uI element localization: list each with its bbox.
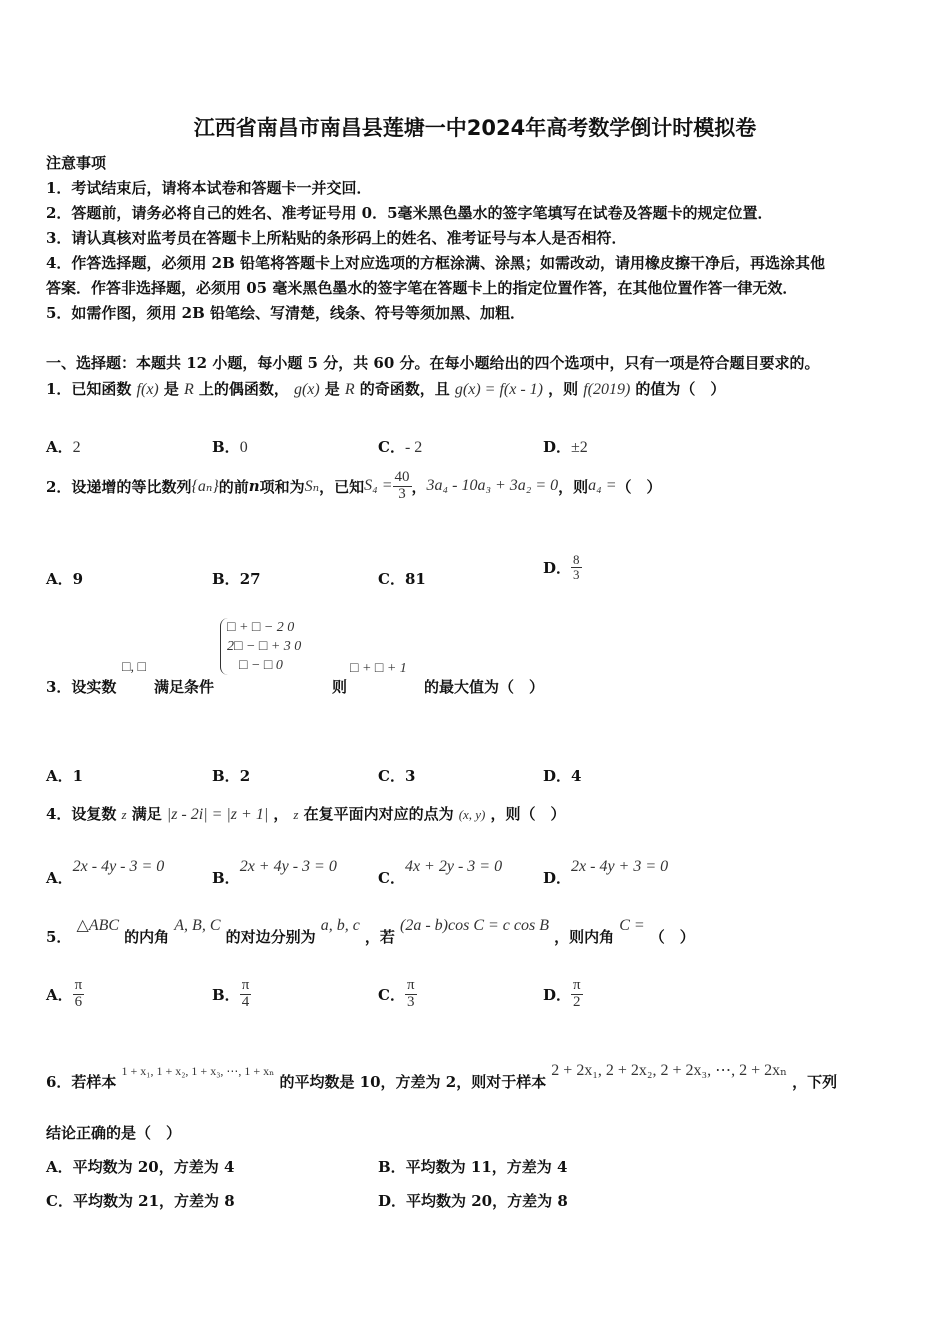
q2-math: S₄ = bbox=[364, 477, 393, 495]
q1-math: R bbox=[344, 381, 355, 398]
notice-item: 5．如需作图，须用 2B 铅笔绘、写清楚，线条、符号等须加黑、加粗． bbox=[46, 304, 525, 322]
fraction-numerator: π bbox=[406, 977, 415, 993]
option-fraction bbox=[73, 978, 85, 1011]
notice-item: 答案．作答非选择题，必须用 05 毫米黑色墨水的签字笔在答题卡上的指定位置作答，在其他位置作答一律无效． bbox=[46, 279, 798, 297]
option-value: - 2 bbox=[404, 439, 423, 456]
option-label: A． bbox=[46, 869, 73, 887]
q4-text: ， bbox=[273, 805, 289, 823]
constraint-line: □ − □ 0 bbox=[239, 658, 283, 673]
option-label: D． bbox=[543, 558, 572, 577]
fraction-numerator: 8 bbox=[573, 552, 580, 567]
option-label: A． bbox=[46, 985, 73, 1004]
option-label: A． bbox=[46, 570, 73, 588]
fraction-denominator: 3 bbox=[406, 993, 415, 1010]
q2-math: {aₙ} bbox=[191, 478, 219, 496]
option-value: 2x - 4y + 3 = 0 bbox=[571, 858, 669, 875]
option-value: 9 bbox=[72, 570, 84, 588]
q1-math: g(x) bbox=[293, 381, 320, 398]
option-fraction bbox=[240, 978, 252, 1011]
option-value: 81 bbox=[404, 570, 426, 588]
q4-option-d[interactable] bbox=[543, 856, 668, 888]
q2-option-b[interactable] bbox=[212, 568, 261, 589]
q6-text: 结论正确的是（ ） bbox=[46, 1124, 182, 1142]
q6-text: 6．若样本 bbox=[46, 1073, 117, 1091]
q6-option-d[interactable]: D．平均数为 20，方差为 8 bbox=[378, 1192, 568, 1210]
q1-text: 的值为（ ） bbox=[635, 380, 726, 398]
fraction-numerator: π bbox=[74, 977, 83, 993]
option-fraction bbox=[571, 553, 582, 581]
notice-item: 3．请认真核对监考员在答题卡上所粘贴的条形码上的姓名、准考证号与本人是否相符． bbox=[46, 229, 627, 247]
q5-option-c[interactable] bbox=[378, 978, 417, 1011]
fraction-numerator: 40 bbox=[394, 469, 410, 485]
q3-text: 3．设实数 bbox=[46, 678, 117, 696]
option-value: 2 bbox=[72, 439, 81, 456]
q5-math: △ABC bbox=[76, 917, 120, 934]
option-label: B． bbox=[212, 570, 240, 588]
notice-heading: 注意事项 bbox=[46, 154, 107, 172]
q4-math: (x, y) bbox=[458, 807, 486, 822]
q5-text: 的对边分别为 bbox=[225, 928, 316, 946]
constraint-line: □ + □ − 2 0 bbox=[227, 620, 295, 635]
fraction-denominator: 4 bbox=[241, 993, 250, 1010]
q6-option-a[interactable]: A．平均数为 20，方差为 4 bbox=[46, 1158, 235, 1176]
notice-item: 1．考试结束后，请将本试卷和答题卡一并交回． bbox=[46, 179, 372, 197]
option-label: B． bbox=[212, 767, 240, 785]
q4-option-a[interactable] bbox=[46, 856, 164, 888]
q2-text: （ ） bbox=[616, 477, 662, 496]
question-1 bbox=[46, 378, 725, 399]
q1-option-a[interactable] bbox=[46, 436, 81, 457]
q1-text: 1．已知函数 bbox=[46, 380, 132, 398]
fraction-numerator: π bbox=[573, 977, 581, 993]
q3-text: 的最大值为（ ） bbox=[424, 678, 545, 696]
question-5 bbox=[46, 915, 695, 947]
q5-math: A, B, C bbox=[174, 917, 221, 934]
q2-text: ，已知 bbox=[319, 477, 365, 496]
option-label: D． bbox=[543, 985, 572, 1004]
option-label: C． bbox=[378, 570, 405, 588]
q3-option-c[interactable] bbox=[378, 765, 415, 786]
q4-math: z bbox=[121, 807, 127, 822]
option-label: D． bbox=[543, 438, 572, 456]
q2-math: 3a₄ - 10a₃ + 3a₂ = 0 bbox=[426, 477, 559, 495]
option-label: B． bbox=[212, 438, 240, 456]
option-label: D． bbox=[543, 869, 572, 887]
q2-text: n bbox=[248, 477, 260, 496]
q6-option-b[interactable]: B．平均数为 11，方差为 4 bbox=[378, 1158, 568, 1176]
q1-text: ，则 bbox=[548, 380, 579, 398]
option-value: 2x - 4y - 3 = 0 bbox=[72, 858, 165, 875]
q4-math: z bbox=[293, 807, 299, 822]
q6-text: ，下列 bbox=[792, 1073, 838, 1091]
q2-text: ， bbox=[411, 477, 427, 496]
q3-text: 满足条件 bbox=[154, 678, 215, 696]
fraction-denominator: 2 bbox=[573, 993, 581, 1010]
option-label: A． bbox=[46, 767, 73, 785]
q1-text: 是 bbox=[163, 380, 179, 398]
q4-text: 满足 bbox=[131, 805, 162, 823]
q1-text: 的奇函数，且 bbox=[359, 380, 450, 398]
option-value: 4 bbox=[571, 767, 582, 785]
q1-text: 上的偶函数， bbox=[198, 380, 289, 398]
q1-option-c[interactable] bbox=[378, 436, 422, 457]
q3-vars: □, □ bbox=[122, 660, 146, 675]
notice-item: 4．作答选择题，必须用 2B 铅笔将答题卡上对应选项的方框涂满、涂黑；如需改动，请用橡皮擦干净后，再选涂其他 bbox=[46, 254, 826, 272]
option-fraction bbox=[405, 978, 417, 1011]
option-label: C． bbox=[378, 985, 405, 1004]
q3-text: 则 bbox=[332, 678, 348, 696]
option-label: A． bbox=[46, 438, 73, 456]
question-4 bbox=[46, 803, 566, 824]
q5-text: 5． bbox=[46, 928, 72, 946]
q4-text: ，则（ ） bbox=[490, 805, 566, 823]
option-value: 2 bbox=[239, 767, 251, 785]
option-label: C． bbox=[378, 767, 405, 785]
option-label: D． bbox=[543, 767, 572, 785]
q2-math: Sₙ bbox=[304, 478, 320, 496]
q2-fraction bbox=[393, 470, 412, 503]
q6-text: 的平均数是 10，方差为 2，则对于样本 bbox=[279, 1073, 547, 1091]
fraction-denominator: 3 bbox=[398, 485, 406, 502]
option-fraction bbox=[571, 978, 583, 1011]
q4-text: 4．设复数 bbox=[46, 805, 117, 823]
option-label: C． bbox=[378, 438, 405, 456]
q1-math: f(2019) bbox=[583, 381, 631, 398]
q3-option-b[interactable] bbox=[212, 765, 250, 786]
q3-option-d[interactable] bbox=[543, 765, 581, 786]
q1-option-b[interactable] bbox=[212, 436, 248, 457]
option-value: 2x + 4y - 3 = 0 bbox=[239, 858, 337, 875]
option-label: C． bbox=[378, 869, 405, 887]
q2-text: 项和为 bbox=[259, 477, 305, 496]
q1-text: 是 bbox=[324, 380, 340, 398]
q1-math: g(x) = f(x - 1) bbox=[454, 381, 543, 398]
q3-option-a[interactable] bbox=[46, 765, 83, 786]
q4-option-b[interactable] bbox=[212, 856, 337, 888]
question-6 bbox=[46, 1060, 837, 1092]
q2-option-d[interactable] bbox=[543, 553, 582, 581]
q5-option-b[interactable] bbox=[212, 978, 251, 1011]
q5-text: 的内角 bbox=[124, 928, 170, 946]
q5-math: C = bbox=[619, 917, 645, 934]
q5-option-d[interactable] bbox=[543, 978, 583, 1011]
q2-text: ，则 bbox=[558, 477, 589, 496]
q2-math: a₄ = bbox=[588, 477, 617, 495]
q2-option-a[interactable] bbox=[46, 568, 83, 589]
constraint-line: 2□ − □ + 3 0 bbox=[227, 639, 302, 654]
option-value: ±2 bbox=[571, 439, 588, 456]
q5-text: （ ） bbox=[649, 928, 695, 946]
option-label: B． bbox=[212, 869, 240, 887]
fraction-denominator: 6 bbox=[74, 993, 83, 1010]
q5-text: ，若 bbox=[364, 928, 395, 946]
q3-objective: □ + □ + 1 bbox=[350, 661, 407, 676]
q4-math: |z - 2i| = |z + 1| bbox=[166, 806, 269, 823]
q5-math: a, b, c bbox=[320, 917, 360, 934]
q5-option-a[interactable] bbox=[46, 978, 84, 1011]
q2-text: 2．设递增的等比数列 bbox=[46, 477, 192, 496]
q1-math: f(x) bbox=[136, 381, 159, 398]
fraction-numerator: π bbox=[241, 977, 250, 993]
q6-math: 1 + x₁, 1 + x₂, 1 + x₃, ⋯, 1 + xₙ bbox=[121, 1064, 275, 1078]
option-label: B． bbox=[212, 985, 240, 1004]
q2-text: 的前 bbox=[218, 477, 249, 496]
q3-constraint-system bbox=[220, 618, 301, 675]
option-value: 3 bbox=[404, 767, 416, 785]
option-value: 27 bbox=[239, 570, 261, 588]
section-heading: 一、选择题：本题共 12 小题，每小题 5 分，共 60 分。在每小题给出的四个选项中，只有一项是符合题目要求的。 bbox=[46, 354, 820, 372]
option-value: 1 bbox=[72, 767, 84, 785]
q6-math: 2 + 2x₁, 2 + 2x₂, 2 + 2x₃, ⋯, 2 + 2xₙ bbox=[551, 1062, 788, 1079]
q4-option-c[interactable] bbox=[378, 856, 502, 888]
q1-math: R bbox=[183, 381, 194, 398]
q1-option-d[interactable] bbox=[543, 436, 588, 457]
q5-math: (2a - b)cos C = c cos B bbox=[400, 917, 549, 934]
q2-option-c[interactable] bbox=[378, 568, 426, 589]
option-value: 0 bbox=[239, 439, 248, 456]
page-title: 江西省南昌市南昌县莲塘一中2024年高考数学倒计时模拟卷 bbox=[193, 116, 757, 140]
notice-item: 2．答题前，请务必将自己的姓名、准考证号用 0．5毫米黑色墨水的签字笔填写在试卷及答题卡的规定位置． bbox=[46, 204, 773, 222]
q6-option-c[interactable]: C．平均数为 21，方差为 8 bbox=[46, 1192, 235, 1210]
fraction-denominator: 3 bbox=[573, 566, 580, 582]
q5-text: ，则内角 bbox=[554, 928, 615, 946]
question-2 bbox=[46, 470, 662, 503]
option-value: 4x + 2y - 3 = 0 bbox=[404, 858, 503, 875]
q4-text: 在复平面内对应的点为 bbox=[303, 805, 454, 823]
